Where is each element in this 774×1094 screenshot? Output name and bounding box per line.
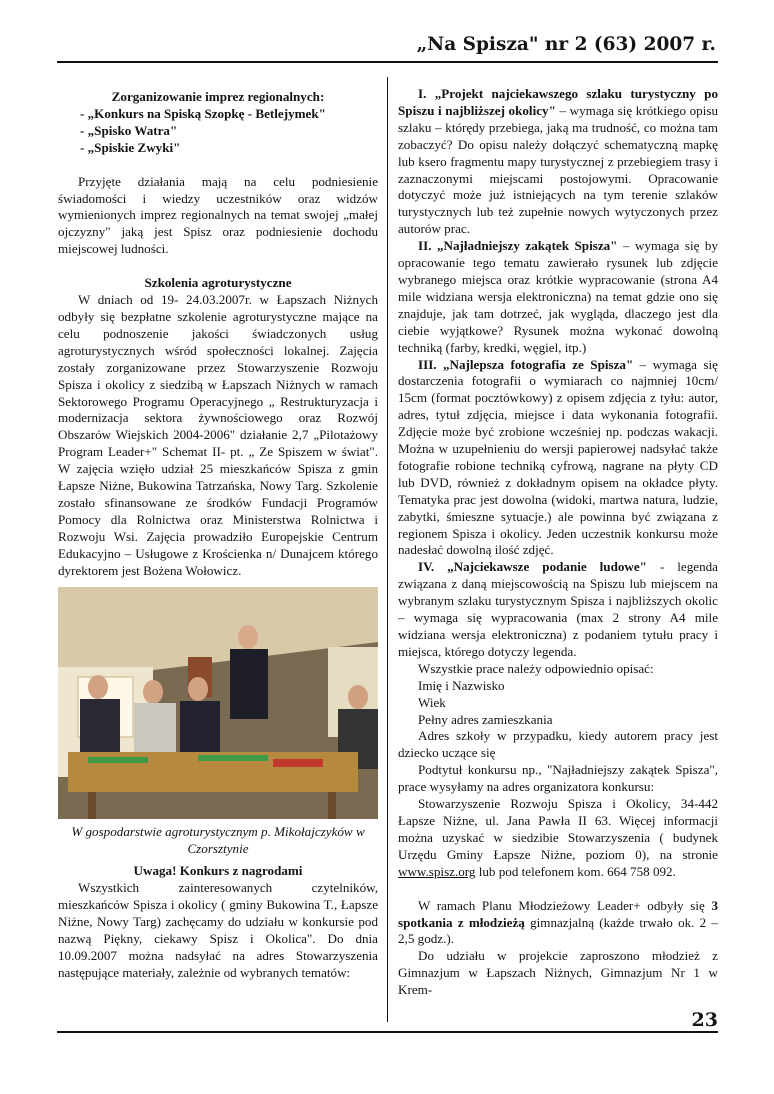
contest-paragraph: Wszystkich zainteresowanych czytelników, mieszkańców Spisza i okolicy ( gminy Bukowina T., Łapsze Niżne, Nowy Targ) zachęcamy do udziału w konkursie pod nazwą Piękny, ciekawy Spisz i Okolica". Do dnia 10.09.2007 można nadsyłać na adres Stowarzyszenia następujące materiały, zależnie od wybranych tematów:: [58, 880, 378, 980]
field-item: Imię i Nazwisko: [418, 677, 505, 693]
subtitle-line: Podtytuł konkursu np., "Najładniejszy zakątek Spisza", prace wysyłamy na adres organizatora konkursu:: [398, 762, 718, 795]
header-rule: [57, 61, 718, 63]
photo-caption: W gospodarstwie agroturystycznym p. Mikołajczyków w Czorsztynie: [71, 824, 365, 857]
youth-text: W ramach Planu Młodzieżowy Leader+ odbyły się: [418, 897, 712, 913]
school-line: Adres szkoły w przypadku, kiedy autorem pracy jest dziecko uczące się: [398, 728, 718, 761]
category-2-title: II. „Najładniejszy zakątek Spisza": [418, 238, 618, 254]
phone-text: lub pod telefonem kom. 664 758 092.: [475, 863, 676, 879]
page-number: 23: [691, 1009, 718, 1031]
event-item: - „Spiskie Zwyki": [80, 139, 181, 155]
website-link[interactable]: www.spisz.org: [398, 863, 476, 879]
left-column: [58, 89, 378, 982]
right-column: [398, 86, 718, 999]
category-4-text: - legenda związana z daną miejscowością na Spiszu lub miejscem na wybranym szlaku turystycznym Spisza i najbliższych okolic – wymaga się wypracowania (max 2 strony A4 mile widziana wersja elektroniczna) z podaniem tytułu pracy i miejsca, którego dotyczy legenda.: [398, 559, 718, 659]
category-3: [398, 357, 718, 560]
footer-rule: [57, 1031, 718, 1033]
category-3-title: III. „Najlepsza fotografia ze Spisza": [418, 356, 634, 372]
category-2-text: – wymaga się by opracowanie tego tematu zawierało rysunek lub zdjęcie wybranego miejsca oraz krótkie wypracowanie (strona A4 mile widziana wersja elektroniczna) na temat gdzie ono się znajduje, jak tam dotrzeć, jak wygląda, dlaczego jest dla ciebie wyjątkowe? Rysunek można wykonać dowolną techniką (farby, kredki, węgiel, itp.): [398, 238, 718, 355]
event-item: - „Konkurs na Spiską Szopkę - Betlejymek": [80, 105, 326, 121]
category-1: [398, 86, 718, 238]
category-4: [398, 559, 718, 660]
field-item: Pełny adres zamieszkania: [418, 711, 553, 727]
address-text: Stowarzyszenie Rozwoju Spisza i Okolicy, 34-442 Łapsze Niżne, ul. Jana Pawła II 63. Więcej informacji można uzyskać w siedzibie Stowarzyszenia ( budynek Urzędu Gminy Łapsze Niżne, poziom 0), na stronie: [398, 796, 718, 862]
youth-meetings: 3 spotkania z młodzieżą: [398, 897, 718, 930]
describe-line: Wszystkie prace należy odpowiednio opisać:: [418, 660, 654, 676]
category-3-text: – wymaga się dostarczenia fotografii o wymiarach co najmniej 10cm/ 15cm (format pocztówkowy) z opisem zdjęcia z tyłu: autor, adres, tytuł zdjęcia, miejsce i data wykonania fotografii. Zdjęcie może być zrobione wcześniej np. podczas wakacji. Można w uzupełnieniu do wersji papierowej nadsyłać także fotografie robione techniką cyfrową, nagrane na płyty CD lub DVD, również z dokładnym opisem na okładce płyty. Tematyka prac jest dowolna (widoki, martwa natura, ludzie, zabytki, śmieszne sytuacje.) ale powinna być związana z regionem Spisza i okolicy. Jeden uczestnik konkursu może nadesłać dowolną ilość zdjęć.: [398, 356, 718, 558]
training-heading: Szkolenia agroturystyczne: [144, 275, 292, 291]
event-item: - „Spisko Watra": [80, 122, 178, 138]
category-1-text: – wymaga się krótkiego opisu szlaku – którędy przebiega, jaką ma trudność, co można tam zobaczyć? Do opisu należy dołączyć schematyczną mapkę lub ksero fragmentu mapy turystycznej z przebiegiem trasy i zaznaczonymi miejscami postojowymi. Opracowanie dotyczyć może już istniejących na tym terenie szlaków turystycznych lub też zupełnie nowych wytyczonych przez autorów prac.: [398, 102, 718, 237]
contest-heading: Uwaga! Konkurs z nagrodami: [133, 863, 303, 879]
youth-paragraph: [398, 898, 718, 949]
intro-paragraph: Przyjęte działania mają na celu podniesienie świadomości i wiedzy uczestników oraz widzów wymienionych imprez regionalnych na temat swojej „małej ojczyzny" jaką jest Spisz oraz podniesienie dochodu miejscowej ludności.: [58, 173, 378, 257]
regional-events-heading: Zorganizowanie imprez regionalnych:: [111, 89, 325, 104]
category-1-title: I. „Projekt najciekawszego szlaku turystyczny po Spiszu i najbliższej okolicy": [398, 86, 718, 118]
meeting-photo: [58, 587, 378, 819]
field-item: Wiek: [418, 694, 446, 710]
invite-paragraph: Do udziału w projekcie zaproszono młodzież z Gimnazjum w Łapszach Niżnych, Gimnazjum Nr 1 w Krem-: [398, 948, 718, 998]
running-header: „Na Spisza" nr 2 (63) 2007 r.: [416, 34, 716, 55]
column-divider: [387, 77, 388, 1022]
category-4-title: IV. „Najciekawsze podanie ludowe": [418, 559, 647, 575]
training-paragraph: W dniach od 19- 24.03.2007r. w Łapszach Niżnych odbyły się bezpłatne szkolenie agroturystyczne mające na celu podnoszenie jakości świadczonych usług agroturystycznych wśród społeczności lokalnej. Zajęcia zostały zorganizowane przez Stowarzyszenie Rozwoju Spisza i okolicy z siedzibą w Łapszach Niżnych w ramach Sektorowego Programu Operacyjnego „ Restrukturyzacja i modernizacja sektora żywnościowego oraz Rozwój Obszarów Wiejskich 2004-2006" działanie 2,7 „Pilotażowy Program Leader+" Schemat II- pt. „ Ze Spiszem w świat". W zajęcia wzięło udział 25 mieszkańców Spisza z gmin Łapsze Niżne, Bukowina Tatrzańska, Nowy Targ. Szkolenie zostało sfinansowane ze środków Fundacji Programów Pomocy dla Rolnictwa oraz Ministerstwa Rolnictwa i Rozwoju Wsi. Zajęcia prowadziło Europejskie Centrum Edukacyjno – Usługowe z Krościenka n/ Dunajcem którego dyrektorem jest Bożena Wołowicz.: [58, 292, 378, 578]
youth-text-end: gimnazjalną (każde trwało ok. 2 – 2,5 godz.).: [398, 914, 718, 947]
address-paragraph: [398, 796, 718, 881]
category-2: [398, 238, 718, 356]
